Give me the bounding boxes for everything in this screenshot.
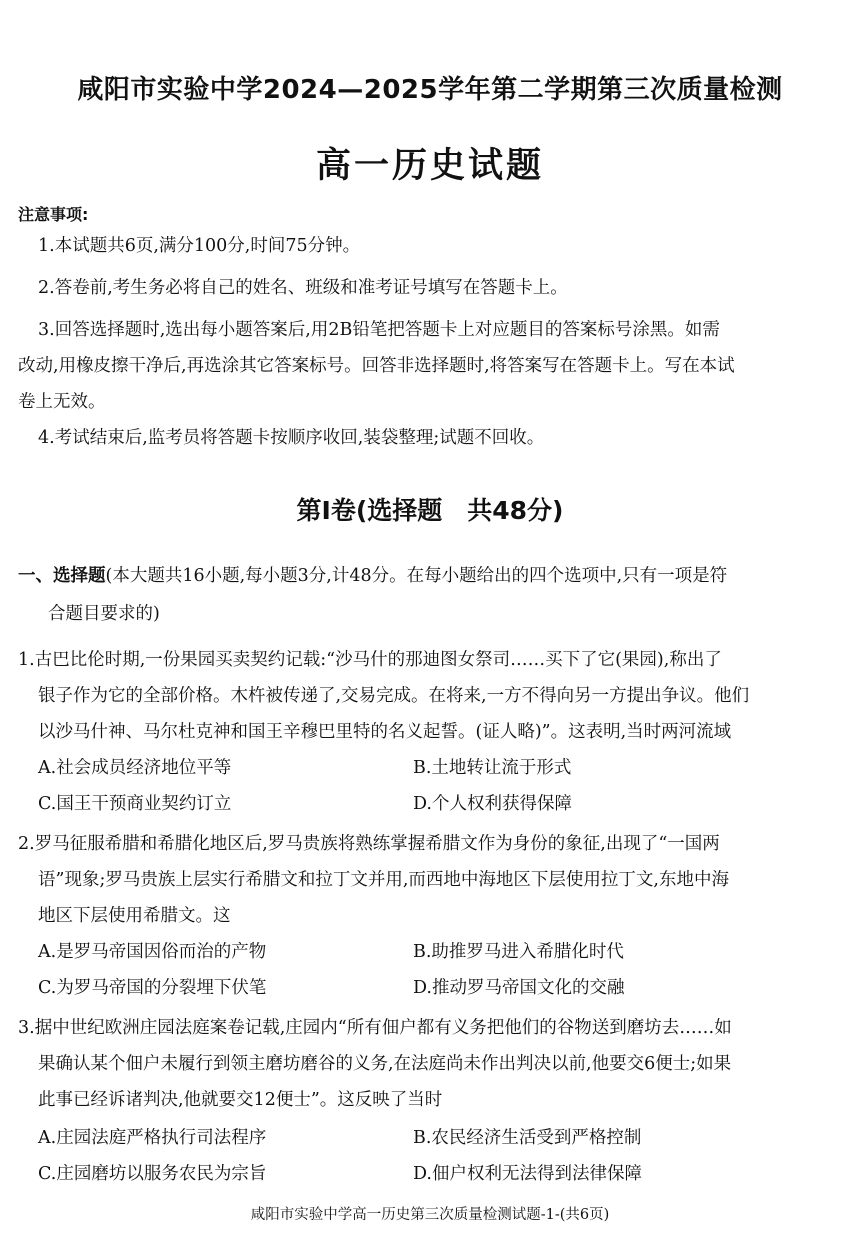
school-exam-header: 咸阳市实验中学2024—2025学年第二学期第三次质量检测 [77, 75, 783, 105]
exam-title: 高一历史试题 [315, 146, 544, 186]
notice-item-4: 4.考试结束后,监考员将答题卡按顺序收回,装袋整理;试题不回收。 [38, 428, 545, 448]
page-footer: 咸阳市实验中学高一历史第三次质量检测试题-1-(共6页) [250, 1207, 610, 1223]
question-1-option-c: C.国王干预商业契约订立 [38, 794, 232, 814]
question-3-stem-line-1: 3.据中世纪欧洲庄园法庭案卷记载,庄园内“所有佃户都有义务把他们的谷物送到磨坊去……如 [18, 1018, 732, 1038]
question-1-stem-line-1: 1.古巴比伦时期,一份果园买卖契约记载:“沙马什的那迪图女祭司……买下了它(果园),称出了 [18, 650, 722, 670]
question-3-stem-line-2: 果确认某个佃户未履行到领主磨坊磨谷的义务,在法庭尚未作出判决以前,他要交6便士;如果 [38, 1054, 732, 1074]
notice-item-3-cont: 改动,用橡皮擦干净后,再选涂其它答案标号。回答非选择题时,将答案写在答题卡上。写在本试 [18, 356, 735, 376]
question-3-option-b: B.农民经济生活受到严格控制 [413, 1128, 642, 1148]
question-1-option-d: D.个人权利获得保障 [413, 794, 572, 814]
notice-item-2: 2.答卷前,考生务必将自己的姓名、班级和准考证号填写在答题卡上。 [38, 278, 568, 298]
question-3-option-a: A.庄园法庭严格执行司法程序 [38, 1128, 267, 1148]
question-2-stem-line-1: 2.罗马征服希腊和希腊化地区后,罗马贵族将熟练掌握希腊文作为身份的象征,出现了“一国两 [18, 834, 720, 854]
question-2-option-a: A.是罗马帝国因俗而治的产物 [38, 942, 267, 962]
question-1-stem-line-3: 以沙马什神、马尔杜克神和国王辛穆巴里特的名义起誓。(证人略)”。这表明,当时两河流域 [38, 722, 732, 742]
question-3-stem-line-3: 此事已经诉诸判决,他就要交12便士”。这反映了当时 [38, 1090, 443, 1110]
question-1-option-a: A.社会成员经济地位平等 [38, 758, 232, 778]
notice-item-3-end: 卷上无效。 [18, 392, 106, 412]
question-1-option-b: B.土地转让流于形式 [413, 758, 572, 778]
notice-item-3: 3.回答选择题时,选出每小题答案后,用2B铅笔把答题卡上对应题目的答案标号涂黑。如需 [38, 320, 720, 340]
question-2-stem-line-2: 语”现象;罗马贵族上层实行希腊文和拉丁文并用,而西地中海地区下层使用拉丁文,东地中海 [38, 870, 729, 890]
question-2-stem-line-3: 地区下层使用希腊文。这 [38, 906, 231, 926]
question-3-option-d: D.佃户权利无法得到法律保障 [413, 1164, 642, 1184]
question-2-option-b: B.助推罗马进入希腊化时代 [413, 942, 624, 962]
section-instruction-lead: 一、选择题 [18, 566, 106, 586]
question-2-option-d: D.推动罗马帝国文化的交融 [413, 978, 625, 998]
notice-item-1: 1.本试题共6页,满分100分,时间75分钟。 [38, 236, 361, 256]
section-title: 第Ⅰ卷(选择题 共48分) [296, 496, 564, 525]
question-1-stem-line-2: 银子作为它的全部价格。木杵被传递了,交易完成。在将来,一方不得向另一方提出争议。他们 [38, 686, 750, 706]
section-instruction-cont: 合题目要求的) [48, 604, 160, 624]
question-3-option-c: C.庄园磨坊以服务农民为宗旨 [38, 1164, 267, 1184]
section-instruction-text: (本大题共16小题,每小题3分,计48分。在每小题给出的四个选项中,只有一项是符 [105, 566, 728, 586]
section-instruction [18, 562, 727, 590]
question-2-option-c: C.为罗马帝国的分裂埋下伏笔 [38, 978, 267, 998]
notice-heading: 注意事项: [18, 205, 89, 224]
